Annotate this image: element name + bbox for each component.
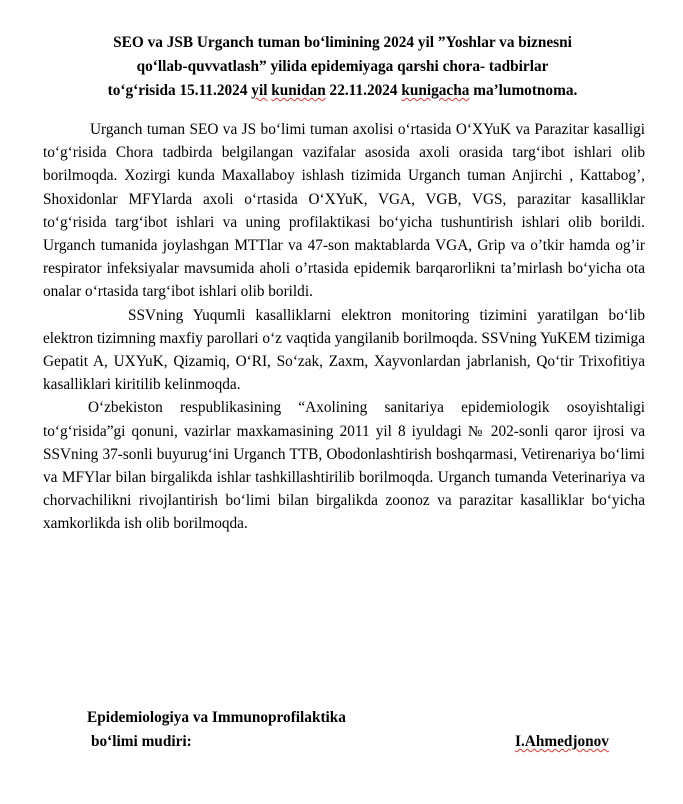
paragraph-3: O‘zbekiston respublikasining “Axolining sanitariya epidemiologik osoyishtaligi to‘g‘risida”gi qonuni, vazirlar maxkamasining 2011 yil 8 iyuldagi № 202-sonli qaror ijrosi va SSVning 37-sonli buyurug‘ini Urganch TTB, Obodonlashtirish boshqarmasi, Vetirenariya bo‘limi va MFYlar bilan birgalikda ishlar tashkillashtirilib borilmoqda. Urganch tumanda Veterinariya va chorvachilikni rivojlantirish bo‘limi bilan birgalikda zoonoz va parazitar kasalliklar bo‘yicha xamkorlikda ish olib borilmoqda. [43,399,645,533]
paragraph-2: SSVning Yuqumli kasalliklarni elektron monitoring tizimini yaratilgan bo‘lib elektron tizimning maxfiy parollari o‘z vaqtida yangilanib borilmoqda. SSVning YuKEM tizimiga Gepatit A, UXYuK, Qizamiq, O‘RI, So‘zak, Zaxm, Xayvonlardan jabrlanish, Qo‘tir Trixofitiya kasalliklari kiritilib kelinmoqda. [43,306,645,394]
document-title [40,31,645,103]
title-line-3-part-a: to‘g‘risida 15.11.2024 [107,82,252,99]
signature-position-line-2: bo‘limi mudiri: [91,733,192,750]
title-line-3-part-g: ma’lumotnoma. [469,82,578,99]
title-line-3 [40,79,645,103]
title-word-yil: yil [251,82,268,99]
title-word-kunigacha: kunigacha [401,82,470,99]
title-line-2: qo‘llab-quvvatlash” yilida epidemiyaga qarshi chora- tadbirlar [136,58,549,75]
title-line-3-part-e: 22.11.2024 [325,82,402,99]
signature-position-line-1: Epidemiologiya va Immunoprofilaktika [87,709,346,726]
title-line-1: SEO va JSB Urganch tuman bo‘limining 2024 yil ”Yoshlar va biznesni [113,34,572,51]
document-body [43,118,645,536]
signature-position [87,706,346,754]
paragraph-1: Urganch tuman SEO va JS bo‘limi tuman axolisi o‘rtasida O‘XYuK va Parazitar kasalligi to‘g‘risida Chora tadbirda belgilangan vazifalar asosida axoli orasida targ‘ibot ishlari olib borilmoqda. Xozirgi kunda Maxallaboy ishlash tizimida Urganch tuman Anjirchi , Kattabog’, Shoxidonlar MFYlarda axoli o‘rtasida O‘XYuK, VGA, VGB, VGS, parazitar kasalliklar to‘g‘risida targ‘ibot ishlari va uning profilaktikasi bo‘yicha tushuntirish ishlari olib borildi. Urganch tumanida joylashgan MTTlar va 47-son maktablarda VGA, Grip va o’tkir hamda og’ir respirator infeksiyalar mavsumida aholi o’rtasida epidemik barqarorlikni ta’mirlash bo‘yicha ota onalar o‘rtasida targ‘ibot ishlari olib borildi. [43,121,645,301]
signature-name: I.Ahmedjonov [515,733,609,750]
title-word-kunidan: kunidan [271,82,326,99]
